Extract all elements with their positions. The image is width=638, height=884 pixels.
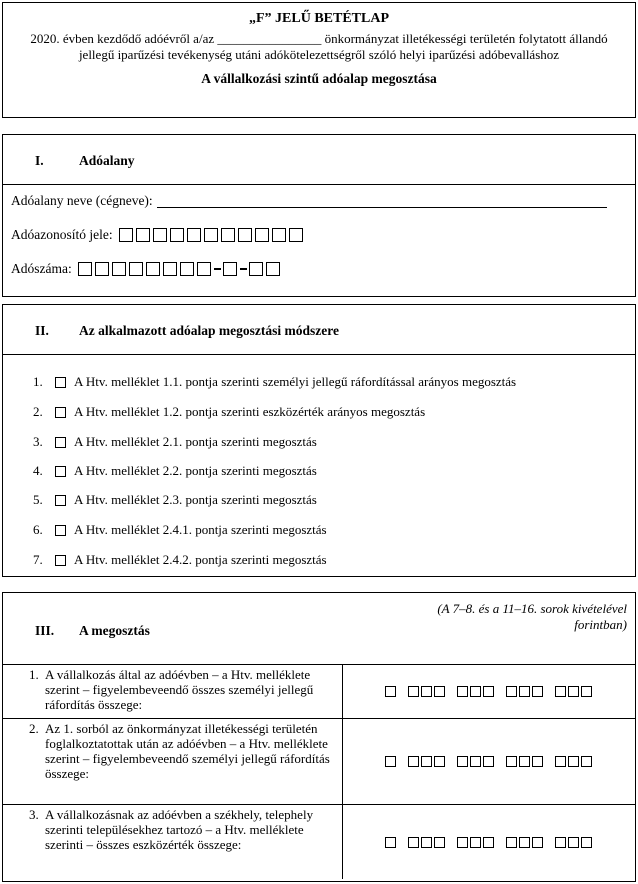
digit-box[interactable] bbox=[385, 686, 396, 697]
digit-box[interactable] bbox=[408, 837, 419, 848]
option-number: 2. bbox=[33, 404, 43, 419]
digit-box[interactable] bbox=[146, 262, 160, 276]
digit-box[interactable] bbox=[434, 756, 445, 767]
row-number: 2. bbox=[29, 721, 39, 736]
digit-box[interactable] bbox=[470, 837, 481, 848]
amount-field[interactable] bbox=[343, 719, 635, 804]
allocation-row bbox=[3, 665, 635, 719]
digit-box[interactable] bbox=[457, 837, 468, 848]
form-header bbox=[2, 2, 636, 118]
digit-box[interactable] bbox=[568, 756, 579, 767]
option-number: 5. bbox=[33, 492, 43, 507]
option-checkbox[interactable] bbox=[55, 437, 66, 448]
tax-id-label: Adóazonosító jele: bbox=[11, 227, 113, 242]
digit-box[interactable] bbox=[170, 228, 184, 242]
option-checkbox[interactable] bbox=[55, 466, 66, 477]
option-number: 6. bbox=[33, 522, 43, 537]
method-option[interactable] bbox=[33, 404, 425, 420]
section-heading bbox=[3, 135, 635, 185]
section-method bbox=[2, 304, 636, 577]
digit-box[interactable] bbox=[272, 228, 286, 242]
digit-box[interactable] bbox=[153, 228, 167, 242]
form-description: 2020. évben kezdődő adóévről a/az ________________ önkormányzat illetékességi területén folytatott állandó jellegű iparűzési tevékenység utáni adókötelezettségről szóló helyi iparűzési adóbevalláshoz bbox=[30, 31, 608, 62]
row-label: A vállalkozás által az adóévben – a Htv. melléklete szerint – figyelembeveendő összes személyi jellegű ráfordítás összege: bbox=[45, 667, 314, 712]
row-label: A vállalkozásnak az adóévben a székhely, telephely szerinti településekhez tartozó – a Htv. melléklete szerinti – összes eszközérték összege: bbox=[45, 807, 314, 852]
digit-box[interactable] bbox=[408, 756, 419, 767]
row-label-cell bbox=[3, 719, 343, 804]
digit-box[interactable] bbox=[555, 686, 566, 697]
option-label: A Htv. melléklet 1.1. pontja szerinti személyi jellegű ráfordítással arányos megosztás bbox=[74, 374, 517, 389]
method-option[interactable] bbox=[33, 434, 317, 450]
digit-box[interactable] bbox=[581, 686, 592, 697]
digit-box[interactable] bbox=[421, 756, 432, 767]
option-label: A Htv. melléklet 2.4.2. pontja szerinti megosztás bbox=[74, 552, 327, 567]
digit-box[interactable] bbox=[385, 756, 396, 767]
allocation-row bbox=[3, 719, 635, 805]
form-title: „F” JELŰ BETÉTLAP bbox=[248, 11, 390, 26]
digit-box[interactable] bbox=[408, 686, 419, 697]
digit-box[interactable] bbox=[434, 837, 445, 848]
method-option[interactable] bbox=[33, 492, 317, 508]
option-number: 1. bbox=[33, 374, 43, 389]
tax-id-row bbox=[11, 227, 306, 243]
digit-box[interactable] bbox=[506, 756, 517, 767]
option-number: 3. bbox=[33, 434, 43, 449]
digit-box[interactable] bbox=[421, 686, 432, 697]
option-checkbox[interactable] bbox=[55, 555, 66, 566]
method-option[interactable] bbox=[33, 374, 516, 390]
digit-box[interactable] bbox=[581, 837, 592, 848]
row-number: 3. bbox=[29, 807, 39, 822]
option-label: A Htv. melléklet 2.3. pontja szerinti megosztás bbox=[74, 492, 317, 507]
digit-box[interactable] bbox=[266, 262, 280, 276]
digit-box[interactable] bbox=[555, 837, 566, 848]
digit-box[interactable] bbox=[555, 756, 566, 767]
digit-box[interactable] bbox=[385, 837, 396, 848]
digit-box[interactable] bbox=[112, 262, 126, 276]
section-allocation bbox=[2, 592, 636, 882]
digit-box[interactable] bbox=[95, 262, 109, 276]
row-label-cell bbox=[3, 665, 343, 718]
digit-box[interactable] bbox=[197, 262, 211, 276]
digit-box[interactable] bbox=[568, 686, 579, 697]
section-heading bbox=[3, 305, 635, 355]
section-number: I. bbox=[35, 153, 44, 168]
digit-box[interactable] bbox=[421, 837, 432, 848]
section-heading bbox=[3, 593, 635, 665]
digit-box[interactable] bbox=[136, 228, 150, 242]
digit-box[interactable] bbox=[519, 837, 530, 848]
option-checkbox[interactable] bbox=[55, 495, 66, 506]
digit-box[interactable] bbox=[483, 837, 494, 848]
digit-box[interactable] bbox=[532, 686, 543, 697]
digit-box[interactable] bbox=[223, 262, 237, 276]
section-number: III. bbox=[35, 623, 55, 638]
digit-box[interactable] bbox=[187, 228, 201, 242]
digit-box[interactable] bbox=[568, 837, 579, 848]
taxpayer-name-row bbox=[11, 193, 607, 209]
tax-number-row bbox=[11, 261, 283, 277]
section-taxpayer bbox=[2, 134, 636, 297]
option-label: A Htv. melléklet 2.4.1. pontja szerinti megosztás bbox=[74, 522, 327, 537]
row-label-cell bbox=[3, 805, 343, 879]
taxpayer-name-label: Adóalany neve (cégneve): bbox=[11, 193, 153, 208]
option-checkbox[interactable] bbox=[55, 525, 66, 536]
tax-number-label: Adószáma: bbox=[11, 261, 72, 276]
section-title: Az alkalmazott adóalap megosztási módszere bbox=[79, 323, 339, 338]
digit-box[interactable] bbox=[163, 262, 177, 276]
digit-box[interactable] bbox=[519, 756, 530, 767]
digit-box[interactable] bbox=[483, 686, 494, 697]
tax-id-field[interactable] bbox=[119, 228, 306, 242]
option-label: A Htv. melléklet 2.2. pontja szerinti megosztás bbox=[74, 463, 317, 478]
option-number: 4. bbox=[33, 463, 43, 478]
section-number: II. bbox=[35, 323, 49, 338]
digit-box[interactable] bbox=[180, 262, 194, 276]
form-subtitle: A vállalkozási szintű adóalap megosztása bbox=[201, 71, 437, 86]
digit-box[interactable] bbox=[78, 262, 92, 276]
unit-note: (A 7–8. és a 11–16. sorok kivételével forintban) bbox=[437, 601, 627, 632]
digit-box[interactable] bbox=[506, 686, 517, 697]
method-option[interactable] bbox=[33, 522, 327, 538]
digit-box[interactable] bbox=[129, 262, 143, 276]
digit-box[interactable] bbox=[221, 228, 235, 242]
option-label: A Htv. melléklet 2.1. pontja szerinti megosztás bbox=[74, 434, 317, 449]
option-checkbox[interactable] bbox=[55, 407, 66, 418]
digit-box[interactable] bbox=[483, 756, 494, 767]
separator-dash bbox=[214, 268, 221, 270]
method-option[interactable] bbox=[33, 463, 317, 479]
digit-box[interactable] bbox=[457, 686, 468, 697]
method-option[interactable] bbox=[33, 552, 327, 568]
digit-box[interactable] bbox=[119, 228, 133, 242]
digit-box[interactable] bbox=[532, 837, 543, 848]
tax-number-field[interactable] bbox=[78, 262, 283, 276]
section-title: A megosztás bbox=[79, 623, 150, 638]
digit-box[interactable] bbox=[532, 756, 543, 767]
digit-box[interactable] bbox=[249, 262, 263, 276]
digit-box[interactable] bbox=[204, 228, 218, 242]
row-number: 1. bbox=[29, 667, 39, 682]
digit-box[interactable] bbox=[470, 756, 481, 767]
section-title: Adóalany bbox=[79, 153, 135, 168]
separator-dash bbox=[240, 268, 247, 270]
digit-box[interactable] bbox=[506, 837, 517, 848]
allocation-row bbox=[3, 805, 635, 879]
option-label: A Htv. melléklet 1.2. pontja szerinti eszközérték arányos megosztás bbox=[74, 404, 426, 419]
digit-box[interactable] bbox=[470, 686, 481, 697]
amount-field[interactable] bbox=[343, 665, 635, 718]
amount-field[interactable] bbox=[343, 805, 635, 879]
digit-box[interactable] bbox=[238, 228, 252, 242]
digit-box[interactable] bbox=[255, 228, 269, 242]
row-label: Az 1. sorból az önkormányzat illetékességi területén foglalkoztatottak után az adóévben – a Htv. melléklete szerint – figyelembeveendő személyi jellegű ráfordítás összege: bbox=[45, 721, 330, 781]
digit-box[interactable] bbox=[457, 756, 468, 767]
digit-box[interactable] bbox=[434, 686, 445, 697]
option-checkbox[interactable] bbox=[55, 377, 66, 388]
digit-box[interactable] bbox=[289, 228, 303, 242]
digit-box[interactable] bbox=[519, 686, 530, 697]
option-number: 7. bbox=[33, 552, 43, 567]
taxpayer-name-field[interactable] bbox=[157, 194, 607, 208]
digit-box[interactable] bbox=[581, 756, 592, 767]
